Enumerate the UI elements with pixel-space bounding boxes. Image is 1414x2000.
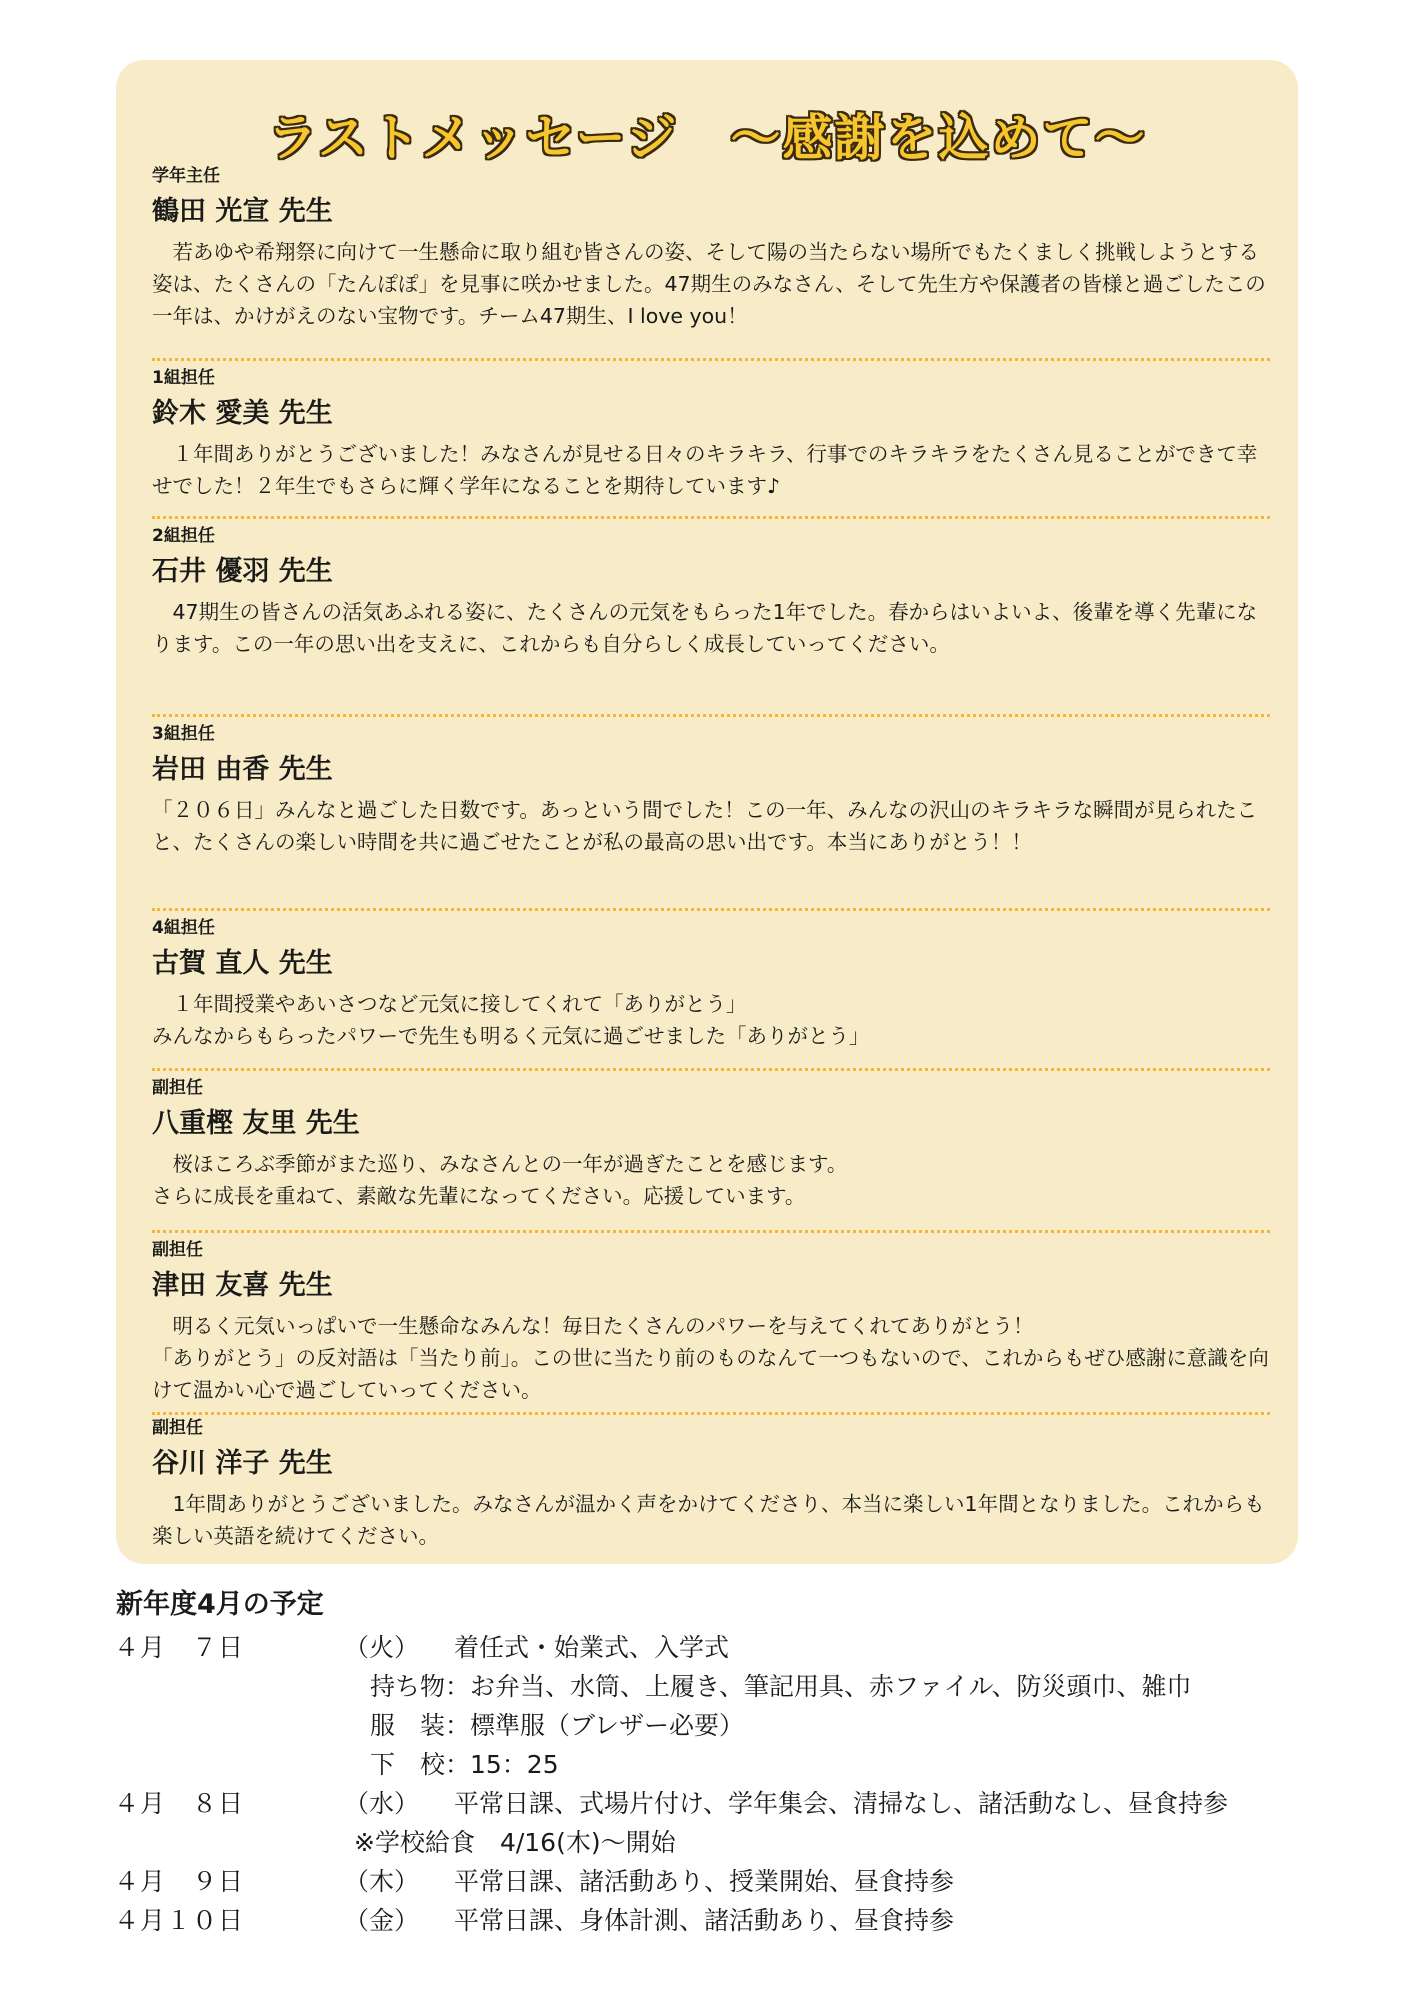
schedule-day: （水） — [344, 1789, 420, 1818]
teacher-name: 古賀 直人 先生 — [152, 948, 333, 979]
schedule-date: ４月 ９日 — [114, 1867, 245, 1896]
teacher-name: 石井 優羽 先生 — [152, 556, 333, 587]
schedule-day: （火） — [344, 1633, 420, 1662]
message-block — [152, 166, 1270, 332]
teacher-role: 3組担任 — [152, 724, 215, 744]
schedule-list — [114, 1628, 1314, 1940]
schedule-detail: 持ち物：お弁当、水筒、上履き、筆記用具、赤ファイル、防災頭巾、雑巾 — [370, 1672, 1192, 1701]
messages-panel — [116, 60, 1298, 1564]
teacher-role: 学年主任 — [152, 166, 220, 186]
schedule-row — [114, 1901, 1314, 1940]
teacher-role: 2組担任 — [152, 526, 215, 546]
schedule-row — [114, 1784, 1314, 1823]
message-block — [152, 526, 1270, 660]
dotted-divider — [152, 1230, 1270, 1233]
teacher-name: 津田 友喜 先生 — [152, 1270, 333, 1301]
teacher-message: 若あゆや希翔祭に向けて一生懸命に取り組む皆さんの姿、そして陽の当たらない場所でもたくましく挑戦しようとする姿は、たくさんの「たんぽぽ」を見事に咲かせました。47期生のみなさん、そして先生方や保護者の皆様と過ごしたこの一年は、かけがえのない宝物です。チーム47期生、I love you！ — [152, 240, 1266, 328]
teacher-role: 1組担任 — [152, 368, 215, 388]
schedule-day: （金） — [344, 1906, 420, 1935]
teacher-message: 桜ほころぶ季節がまた巡り、みなさんとの一年が過ぎたことを感じます。 さらに成長を重ねて、素敵な先輩になってください。応援しています。 — [152, 1152, 848, 1208]
schedule-desc: 平常日課、諸活動あり、授業開始、昼食持参 — [454, 1867, 955, 1896]
message-block — [152, 918, 1270, 1052]
schedule-row — [114, 1628, 1314, 1667]
dotted-divider — [152, 1068, 1270, 1071]
schedule-desc: 平常日課、式場片付け、学年集会、清掃なし、諸活動なし、昼食持参 — [454, 1789, 1229, 1818]
dotted-divider — [152, 908, 1270, 911]
teacher-message: 「２０６日」みんなと過ごした日数です。あっという間でした！この一年、みんなの沢山のキラキラな瞬間が見られたこと、たくさんの楽しい時間を共に過ごせたことが私の最高の思い出です。本当にありがとう！！ — [152, 798, 1258, 854]
schedule-date: ４月１０日 — [114, 1906, 245, 1935]
schedule-title: 新年度4月の予定 — [116, 1589, 324, 1620]
message-block — [152, 1078, 1270, 1212]
panel-title: ラストメッセージ ～感謝を込めて～ — [267, 109, 1147, 167]
schedule-row — [114, 1862, 1314, 1901]
dotted-divider — [152, 714, 1270, 717]
teacher-name: 八重樫 友里 先生 — [152, 1108, 360, 1139]
schedule-detail: 下 校：15：25 — [370, 1750, 559, 1779]
teacher-name: 鶴田 光宣 先生 — [152, 196, 333, 227]
schedule-desc: 平常日課、身体計測、諸活動あり、昼食持参 — [454, 1906, 955, 1935]
dotted-divider — [152, 358, 1270, 361]
teacher-role: 4組担任 — [152, 918, 215, 938]
teacher-role: 副担任 — [152, 1240, 203, 1260]
message-block — [152, 368, 1270, 502]
teacher-name: 鈴木 愛美 先生 — [152, 398, 333, 429]
teacher-message: １年間ありがとうございました！みなさんが見せる日々のキラキラ、行事でのキラキラをたくさん見ることができて幸せでした！２年生でもさらに輝く学年になることを期待しています♪ — [152, 442, 1258, 498]
schedule-note: ※学校給食 4/16(木)～開始 — [354, 1828, 676, 1857]
teacher-role: 副担任 — [152, 1418, 203, 1438]
schedule-desc: 着任式・始業式、入学式 — [454, 1633, 730, 1662]
teacher-name: 谷川 洋子 先生 — [152, 1448, 333, 1479]
teacher-name: 岩田 由香 先生 — [152, 754, 333, 785]
message-block — [152, 724, 1270, 858]
teacher-message: １年間授業やあいさつなど元気に接してくれて「ありがとう」 みんなからもらったパワーで先生も明るく元気に過ごせました「ありがとう」 — [152, 992, 870, 1048]
schedule-date: ４月 ８日 — [114, 1789, 245, 1818]
teacher-message: 明るく元気いっぱいで一生懸命なみんな！毎日たくさんのパワーを与えてくれてありがとう！ 「ありがとう」の反対語は「当たり前」。この世に当たり前のものなんて一つもないので、これからもぜひ感謝に意識を向けて温かい心で過ごしていってください。 — [152, 1314, 1269, 1402]
dotted-divider — [152, 516, 1270, 519]
teacher-message: 1年間ありがとうございました。みなさんが温かく声をかけてくださり、本当に楽しい1年間となりました。これからも楽しい英語を続けてください。 — [152, 1492, 1265, 1548]
schedule-day: （木） — [344, 1867, 420, 1896]
message-block — [152, 1418, 1270, 1552]
teacher-message: 47期生の皆さんの活気あふれる姿に、たくさんの元気をもらった1年でした。春からはいよいよ、後輩を導く先輩になります。この一年の思い出を支えに、これからも自分らしく成長していってください。 — [152, 600, 1258, 656]
dotted-divider — [152, 1412, 1270, 1415]
teacher-role: 副担任 — [152, 1078, 203, 1098]
schedule-detail: 服 装：標準服（ブレザー必要） — [370, 1711, 745, 1740]
message-block — [152, 1240, 1270, 1406]
schedule-date: ４月 ７日 — [114, 1633, 245, 1662]
